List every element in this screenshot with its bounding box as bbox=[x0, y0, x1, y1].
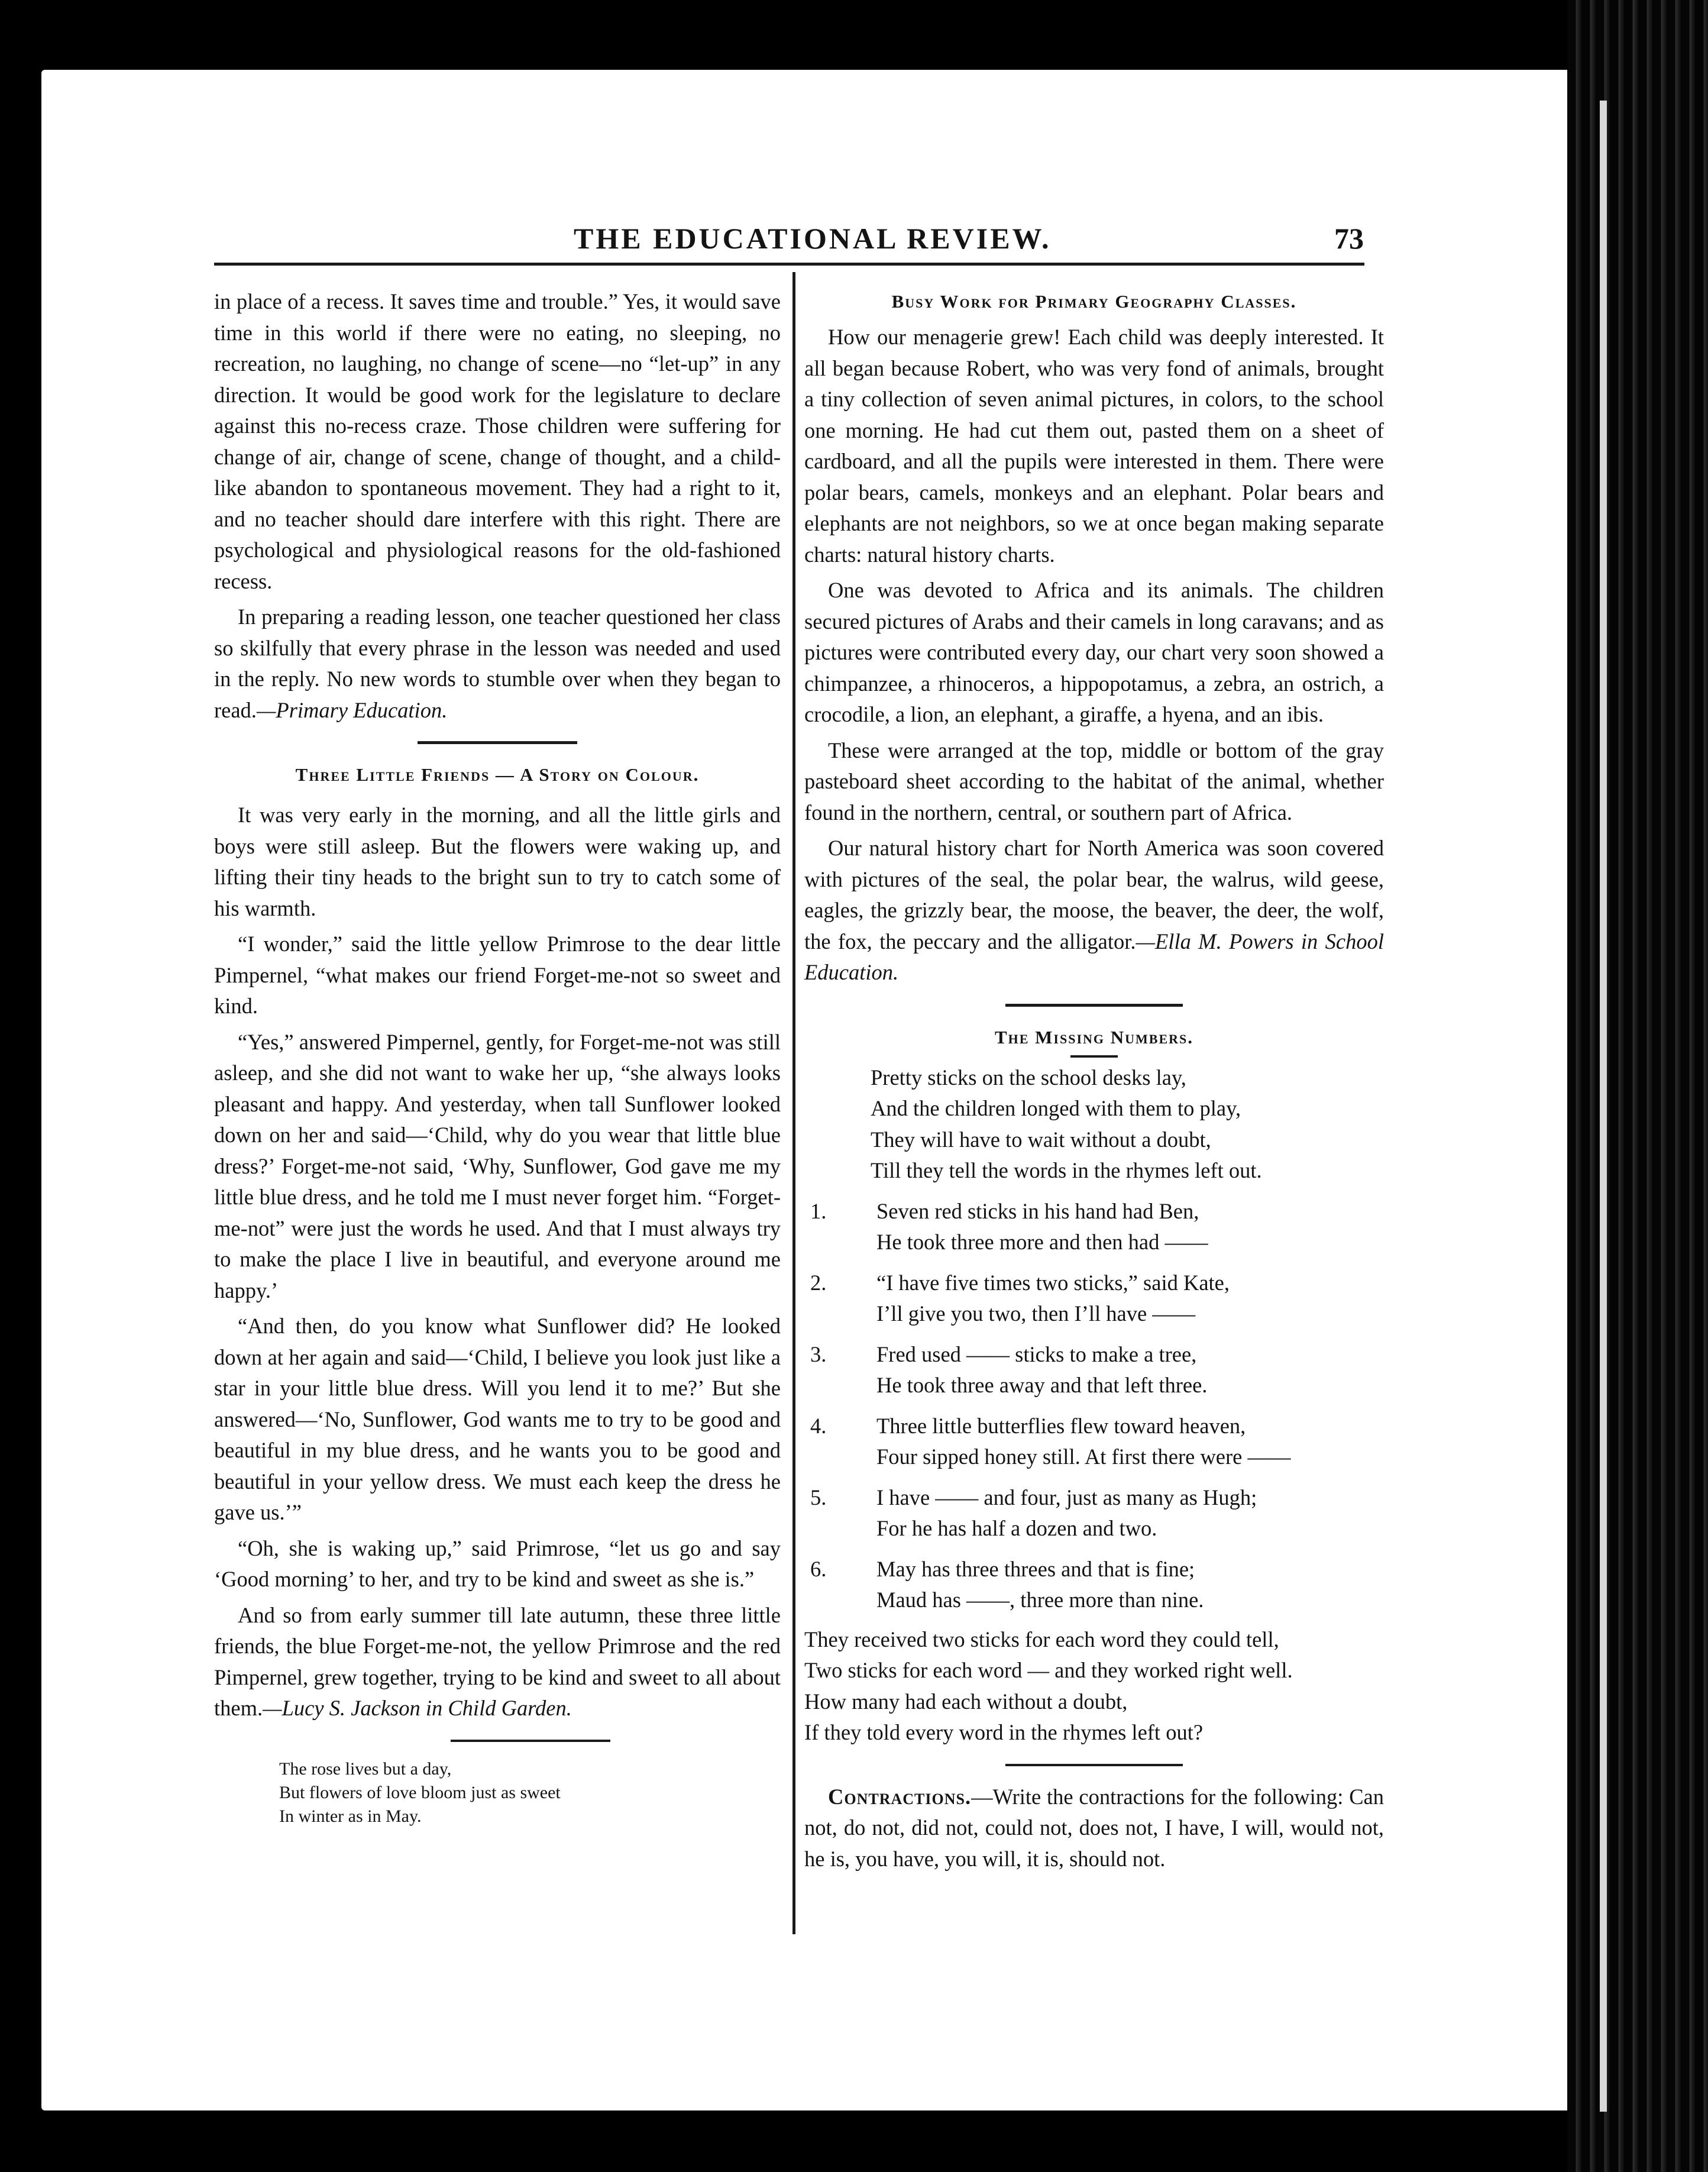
rhyme-stanza-2 bbox=[804, 1268, 1384, 1330]
rhyme-stanza-5 bbox=[804, 1482, 1384, 1544]
stanza-number: 3. bbox=[810, 1342, 827, 1366]
busy-work-paragraph-final bbox=[804, 833, 1384, 988]
book-binding bbox=[1567, 0, 1708, 2172]
contractions-text: —Write the contractions for the following: Can not, do not, did not, could not, does not, I have, I will, would not, he is, you have, you will, it is, should not. bbox=[804, 1784, 1384, 1871]
rhyme-stanza-4 bbox=[804, 1411, 1384, 1473]
stanza-number: 1. bbox=[810, 1198, 827, 1223]
story-paragraph-final bbox=[214, 1600, 781, 1724]
verse-line: For he has half a dozen and two. bbox=[876, 1516, 1157, 1540]
busy-work-paragraph: These were arranged at the top, middle or bottom of the gray pasteboard sheet according to the habitat of the animal, whether found in the northern, central, or southern part of Africa. bbox=[804, 738, 1384, 825]
story-paragraph: “Yes,” answered Pimpernel, gently, for Forget-me-not was still asleep, and she did not want to wake her up, “she always looks pleasant and happy. And yesterday, when tall Sunflower looked down on her and said—‘Child, why do you wear that little blue dress?’ Forget-me-not said, ‘Why, Sunflower, God gave me my little blue dress, and he told me I must never forget him. “Forget-me-not” were just the words he used. And that I must always try to make the place I live in beautiful, and everyone around me happy.’ bbox=[214, 1029, 781, 1302]
verse-line: Seven red sticks in his hand had Ben, bbox=[876, 1198, 1199, 1223]
page-edge bbox=[1600, 101, 1607, 2112]
contractions-exercise bbox=[804, 1782, 1384, 1875]
verse-line: He took three away and that left three. bbox=[876, 1373, 1208, 1397]
busy-work-title: Busy Work for Primary Geography Classes. bbox=[891, 291, 1297, 312]
verse-line: And the children longed with them to play, bbox=[871, 1096, 1241, 1120]
verse-line: Two sticks for each word — and they worked right well. bbox=[804, 1658, 1293, 1682]
verse-line: How many had each without a doubt, bbox=[804, 1689, 1128, 1714]
poem-line: The rose lives but a day, bbox=[279, 1759, 452, 1779]
intro-verse bbox=[804, 1062, 1384, 1187]
story-title: Three Little Friends — A Story on Colour. bbox=[295, 764, 700, 785]
reading-lesson-text: In preparing a reading lesson, one teacher questioned her class so skilfully that every phrase in the lesson was needed and used in the reply. No new words to stumble over when they began to read. bbox=[214, 605, 781, 722]
column-divider bbox=[792, 272, 795, 1934]
stanza-number: 5. bbox=[810, 1485, 827, 1510]
section-separator bbox=[451, 1740, 610, 1742]
left-column bbox=[214, 286, 781, 1828]
contractions-lead: Contractions. bbox=[828, 1784, 972, 1809]
citation-primary-education: —Primary Education. bbox=[256, 697, 448, 722]
section-separator bbox=[1005, 1004, 1183, 1007]
verse-line: “I have five times two sticks,” said Kate, bbox=[876, 1270, 1230, 1295]
verse-line: If they told every word in the rhymes left out? bbox=[804, 1720, 1204, 1744]
verse-line: He took three more and then had —— bbox=[876, 1230, 1208, 1254]
rose-poem bbox=[214, 1757, 781, 1828]
recess-paragraph: in place of a recess. It saves time and trouble.” Yes, it would save time in this world if there were no eating, no sleeping, no recreation, no laughing, no change of scene—no “let-up” in any direction. It would be good work for the legislature to declare against this no-recess craze. Those children were suffering for change of air, change of scene, change of thought, and a child-like abandon to spontaneous movement. They had a right to it, and no teacher should dare interfere with this right. There are psychological and physiological reasons for the old-fashioned recess. bbox=[214, 289, 781, 593]
reading-lesson-paragraph bbox=[214, 602, 781, 726]
citation-school-education: —Ella M. Powers in School Education. bbox=[804, 929, 1384, 984]
verse-line: Fred used —— sticks to make a tree, bbox=[876, 1342, 1197, 1366]
verse-line: Maud has ——, three more than nine. bbox=[876, 1588, 1204, 1612]
verse-line: Four sipped honey still. At first there were —— bbox=[876, 1444, 1291, 1469]
verse-line: They will have to wait without a doubt, bbox=[871, 1127, 1211, 1152]
missing-numbers-title: The Missing Numbers. bbox=[994, 1026, 1194, 1048]
stanza-number: 4. bbox=[810, 1413, 827, 1438]
story-paragraph: “I wonder,” said the little yellow Primrose to the dear little Pimpernel, “what makes our friend Forget-me-not so sweet and kind. bbox=[214, 932, 781, 1018]
busy-work-final-text: Our natural history chart for North America was soon covered with pictures of the seal, the polar bear, the walrus, wild geese, eagles, the grizzly bear, the moose, the beaver, the deer, the wolf, the fox, the peccary and the alligator. bbox=[804, 836, 1384, 954]
poem-line: But flowers of love bloom just as sweet bbox=[279, 1782, 561, 1802]
right-column bbox=[804, 286, 1384, 1874]
verse-line: I’ll give you two, then I’ll have —— bbox=[876, 1301, 1196, 1326]
poem-line: In winter as in May. bbox=[279, 1806, 422, 1826]
header-rule bbox=[214, 263, 1364, 266]
verse-line: Pretty sticks on the school desks lay, bbox=[871, 1065, 1186, 1090]
section-separator bbox=[1005, 1764, 1183, 1766]
story-paragraph: “Oh, she is waking up,” said Primrose, “let us go and say ‘Good morning’ to her, and try to be kind and sweet as she is.” bbox=[214, 1536, 781, 1591]
story-final-text: And so from early summer till late autumn, these three little friends, the blue Forget-me-not, the yellow Primrose and the red Pimpernel, grew together, trying to be kind and sweet to all about them. bbox=[214, 1602, 781, 1720]
closing-verse bbox=[804, 1624, 1384, 1748]
stanza-number: 6. bbox=[810, 1556, 827, 1581]
page-number: 73 bbox=[1334, 222, 1364, 255]
busy-work-paragraph: One was devoted to Africa and its animals. The children secured pictures of Arabs and their camels in long caravans; and as pictures were contributed every day, our chart very soon showed a chimpanzee, a rhinoceros, a hippopotamus, a zebra, an ostrich, a crocodile, a lion, an elephant, a giraffe, a hyena, and an ibis. bbox=[804, 578, 1384, 726]
story-paragraph: It was very early in the morning, and all the little girls and boys were still asleep. But the flowers were waking up, and lifting their tiny heads to the bright sun to try to catch some of his warmth. bbox=[214, 803, 781, 920]
rhyme-stanza-1 bbox=[804, 1196, 1384, 1258]
section-separator bbox=[418, 741, 577, 744]
title-underline bbox=[1070, 1055, 1118, 1058]
story-paragraph: “And then, do you know what Sunflower did? He looked down at her again and said—‘Child, I believe you look just like a star in your little blue dress. Will you lend it to me?’ But she answered—‘No, Sunflower, God wants me to try to be good and beautiful in my blue dress, and he wants you to be good and beautiful in your yellow dress. We must each keep the dress he gave us.’” bbox=[214, 1314, 781, 1524]
verse-line: Three little butterflies flew toward heaven, bbox=[876, 1413, 1246, 1438]
citation-child-garden: —Lucy S. Jackson in Child Garden. bbox=[263, 1696, 572, 1720]
busy-work-paragraph: How our menagerie grew! Each child was deeply interested. It all began because Robert, who was very fond of animals, brought a tiny collection of seven animal pictures, in colors, to the school one morning. He had cut them out, pasted them on a sheet of cardboard, and all the pupils were interested in them. There were polar bears, camels, monkeys and an elephant. Polar bears and elephants are not neighbors, so we at once began making separate charts: natural history charts. bbox=[804, 325, 1384, 567]
verse-line: May has three threes and that is fine; bbox=[876, 1556, 1195, 1581]
rhyme-stanza-6 bbox=[804, 1554, 1384, 1616]
stanza-number: 2. bbox=[810, 1270, 827, 1295]
page-title: THE EDUCATIONAL REVIEW. bbox=[574, 222, 1052, 255]
rhyme-stanza-3 bbox=[804, 1339, 1384, 1401]
verse-line: Till they tell the words in the rhymes left out. bbox=[871, 1158, 1262, 1182]
verse-line: They received two sticks for each word they could tell, bbox=[804, 1627, 1279, 1651]
verse-line: I have —— and four, just as many as Hugh; bbox=[876, 1485, 1257, 1510]
